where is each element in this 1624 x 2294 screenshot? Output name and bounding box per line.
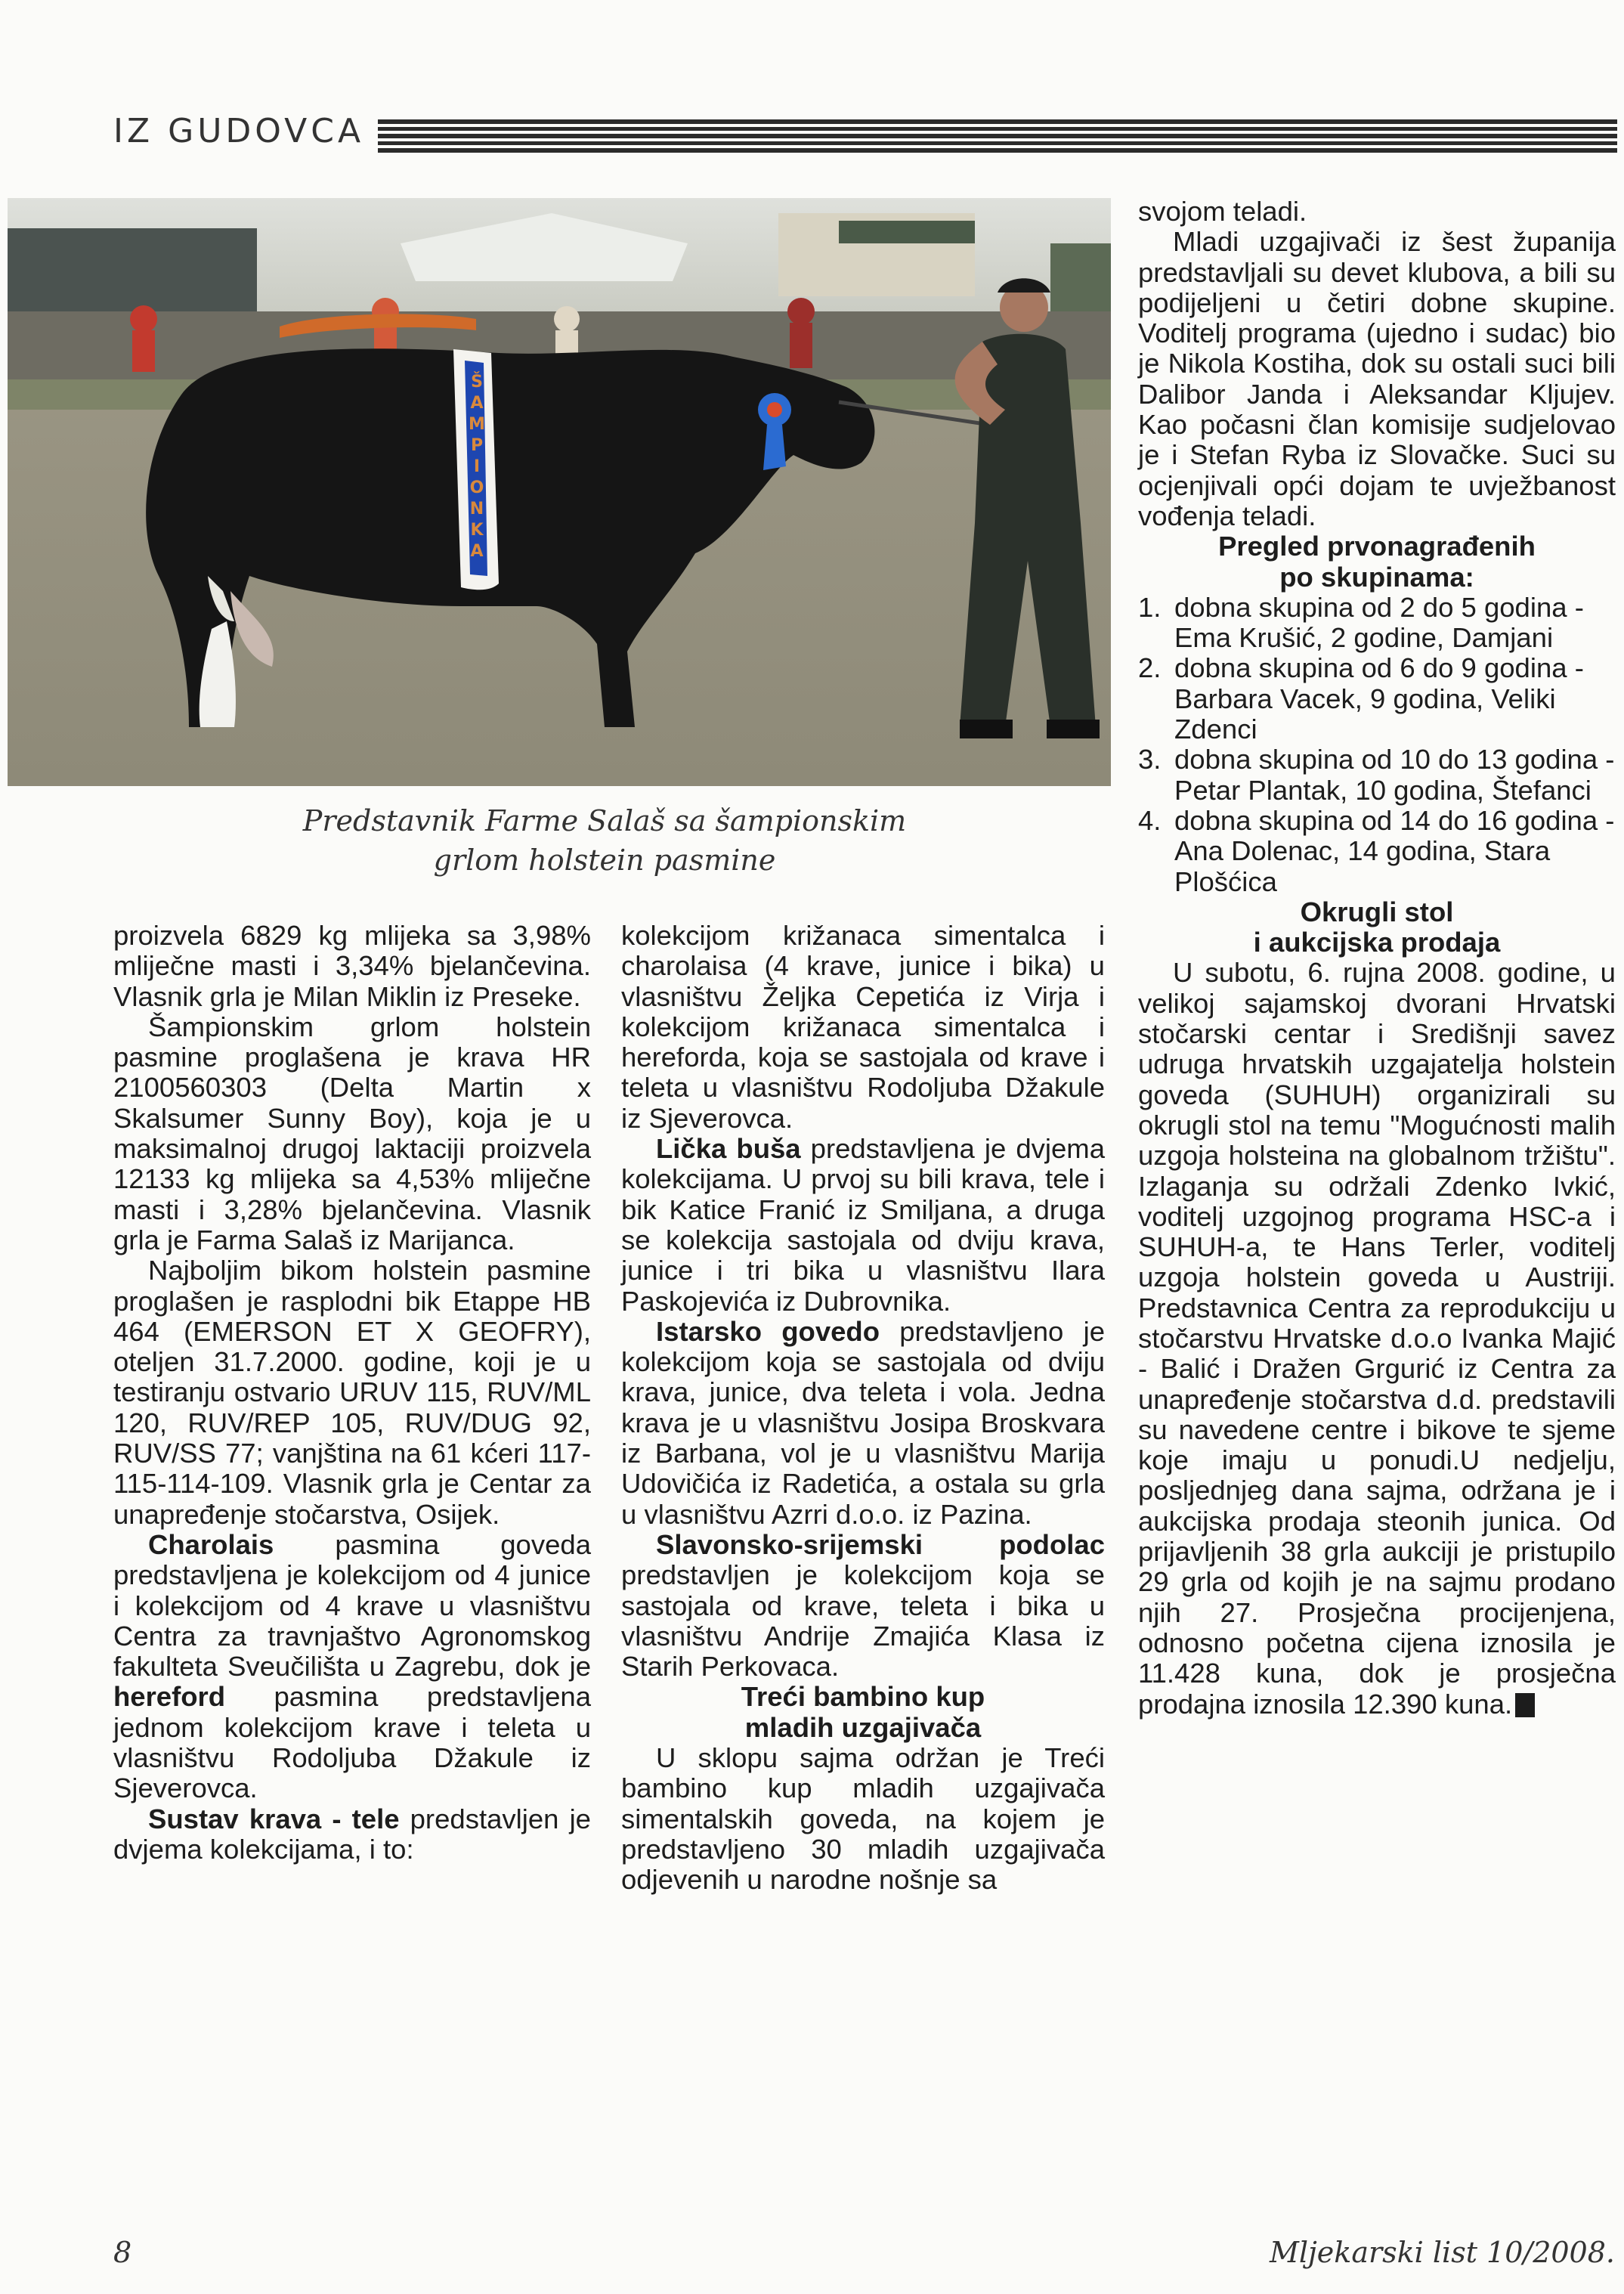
paragraph: U sklopu sajma održan je Treći bambino kup mladih uzgajivača simentalskih goveda, na kojem je predstavljeno 30 mladih uzgajivača odjevenih u narodne nošnje sa [621, 1742, 1105, 1896]
list-text: dobna skupina od 10 do 13 godina - Petar Plantak, 10 godina, Štefanci [1174, 744, 1615, 806]
list-item [1138, 593, 1616, 654]
sash-letter: P [470, 436, 484, 455]
paragraph-lead: Charolais [148, 1528, 274, 1560]
sash-letter: A [470, 394, 484, 413]
list-number: 4. [1138, 804, 1162, 836]
cow-photo [8, 198, 1111, 786]
list-item [1138, 745, 1616, 806]
paragraph [621, 1530, 1105, 1682]
paragraph-text: pasmina goveda predstavljena je kolekcijom od 4 junice i kolekcijom od 4 krave u vlasništvu Centra za travnjaštvo Agronomskog fakulteta Sveučilišta u Zagrebu, dok je [113, 1528, 591, 1683]
page-header [113, 112, 1617, 157]
paragraph [113, 1804, 591, 1865]
list-text: dobna skupina od 6 do 9 godina - Barbara Vacek, 9 godina, Veliki Zdenci [1174, 652, 1584, 745]
paragraph-lead: Sustav krava - tele [148, 1803, 400, 1834]
header-rule [378, 119, 1617, 154]
list-text: dobna skupina od 14 do 16 godina - Ana Dolenac, 14 godina, Stara Plošćica [1174, 804, 1615, 897]
end-mark-icon [1515, 1693, 1535, 1717]
section-heading: Treći bambino kup [741, 1681, 985, 1713]
list-number: 2. [1138, 652, 1162, 684]
paragraph [621, 1317, 1105, 1530]
paragraph: Mladi uzgajivači iz šest županija predstavljali su devet klubova, a bili su podijeljeni u četiri dobne skupine. Voditelj programa (ujedno i sudac) bio je Nikola Kostiha, dok su ostali suci bili Dalibor Janda i Aleksandar Kljujev. Kao počasni član komisije sudjelovao je i Stefan Ryba iz Slovačke. Suci su ocjenjivali opći dojam te uvježbanost vođenja teladi. [1138, 226, 1616, 531]
paragraph-text: predstavljeno je kolekcijom koja se sastojala od dviju krava, junice, dva teleta i vola. Jedna krava je u vlasništvu Josipa Broskvara iz Barbana, vol je u vlasništvu Marija Udovičića iz Radetića, a ostala su grla u vlasništvu Azrri d.o.o. iz Pazina. [621, 1315, 1105, 1530]
paragraph-text: predstavljen je dvjema kolekcijama, i to: [113, 1803, 591, 1865]
journal-footer: Mljekarski list 10/2008. [1269, 2236, 1615, 2269]
section-heading: Pregled prvonagrađenih [1218, 531, 1536, 562]
right-column [1138, 197, 1616, 1720]
sash-letter: O [469, 478, 484, 497]
paragraph: svojom teladi. [1138, 196, 1307, 227]
paragraph-lead: Istarsko govedo [656, 1315, 880, 1347]
list-number: 3. [1138, 744, 1162, 776]
list-number: 1. [1138, 591, 1162, 623]
page-number: 8 [113, 2236, 132, 2269]
sash-letter: N [469, 500, 484, 519]
sash-letter: Š [471, 373, 483, 392]
paragraph-lead: Slavonsko-srijemski podolac [656, 1528, 1105, 1560]
paragraph-text: pasmina predstavljena jednom kolekcijom krave i teleta u vlasništvu Rodoljuba Džakule iz Sjeverovca. [113, 1681, 591, 1804]
paragraph-text: predstavljena je dvjema kolekcijama. U prvoj su bili krava, tele i bik Katice Franić iz Smiljana, a druga se kolekcija sastojala od dviju krava, junice i tri bika u vlasništvu Ilara Paskojevića iz Dubrovnika. [621, 1133, 1106, 1317]
section-heading: Okrugli stol [1300, 896, 1454, 927]
paragraph-text: U subotu, 6. rujna 2008. godine, u velikoj sajamskoj dvorani Hrvatski stočarski centar i Središnji savez udruga hrvatskih uzgajatelja holstein goveda (SUHUH) organizirali su okrugli stol na temu "Mogućnosti malih uzgoja holsteina na globalnom tržištu". Izlaganja su održali Zdenko Ivkić, voditelj uzgojnog programa HSC-a i SUHUH-a, te Hans Terler, voditelj uzgoja holstein goveda u Austriji. Predstavnica Centra za reprodukciju u stočarstvu Hrvatske d.o.o Ivanka Majić - Balić i Dražen Grgurić iz Centra za unapređenje stočarstva d.d. predstavili su navedene centre i bikove te sjeme koje imaju u ponudi.U nedjelju, posljednjeg dana sajma, održana je i aukcijska prodaja steonih junica. Od prijavljenih 38 grla aukciji je pristupilo 29 grla od kojih je na sajmu prodano njih 27. Prosječna procijenjena, odnosno početna cijena iznosila je 11.428 kuna, dok je prosječna prodajna iznosila 12.390 kuna. [1138, 957, 1616, 1720]
middle-column [621, 921, 1105, 1896]
figure-caption [302, 801, 907, 880]
sash-letter: I [473, 457, 481, 476]
paragraph-lead: Lička buša [656, 1133, 801, 1165]
sash-letter: A [470, 542, 484, 561]
list-item [1138, 806, 1616, 897]
caption-line: grlom holstein pasmine [433, 844, 776, 877]
paragraph [1138, 958, 1616, 1719]
paragraph: proizvela 6829 kg mlijeka sa 3,98% mliječne masti i 3,34% bjelančevina. Vlasnik grla je Milan Miklin iz Preseke. [113, 920, 591, 1012]
paragraph: Šampionskim grlom holstein pasmine proglašena je krava HR 2100560303 (Delta Martin x Skalsumer Sunny Boy), koja je u maksimalnoj drugoj laktaciji proizvela 12133 kg mlijeka sa 4,53% mliječne masti i 3,28% bjelančevina. Vlasnik grla je Farma Salaš iz Marijanca. [113, 1011, 591, 1255]
winners-list [1138, 593, 1616, 897]
section-heading: po skupinama: [1279, 561, 1474, 593]
list-item [1138, 653, 1616, 745]
list-text: dobna skupina od 2 do 5 godina - Ema Krušić, 2 godine, Damjani [1174, 591, 1584, 654]
paragraph: kolekcijom križanaca simentalca i charolaisa (4 krave, junice i bika) u vlasništvu Željka Cepetića iz Virja i kolekcijom križanaca simentalca i hereforda, koja se sastojala od krave i teleta u vlasništvu Rodoljuba Džakule iz Sjeverovca. [621, 920, 1105, 1134]
paragraph-text: predstavljen je kolekcijom koja se sastojala od krave, teleta i bika u vlasništvu Andrije Zmajića Klasa iz Starih Perkovaca. [621, 1559, 1105, 1683]
paragraph-lead: hereford [113, 1681, 226, 1713]
sash-letter: K [470, 521, 484, 540]
paragraph: Najboljim bikom holstein pasmine proglašen je rasplodni bik Etappe HB 464 (EMERSON ET X GEOFRY), oteljen 31.7.2000. godine, koji je u testiranju ostvario URUV 115, RUV/ML 120, RUV/REP 105, RUV/DUG 92, RUV/SS 77; vanjština na 61 kćeri 117-115-114-109. Vlasnik grla je Centar za unapređenje stočarstva, Osijek. [113, 1255, 591, 1530]
section-heading: mladih uzgajivača [744, 1711, 982, 1743]
paragraph [621, 1134, 1105, 1317]
section-title: IZ GUDOVCA [113, 112, 365, 150]
section-heading: i aukcijska prodaja [1253, 927, 1501, 958]
caption-line: Predstavnik Farme Salaš sa šampionskim [302, 804, 907, 837]
paragraph [113, 1530, 591, 1804]
sash-letter: M [469, 415, 485, 434]
left-column [113, 921, 591, 1865]
